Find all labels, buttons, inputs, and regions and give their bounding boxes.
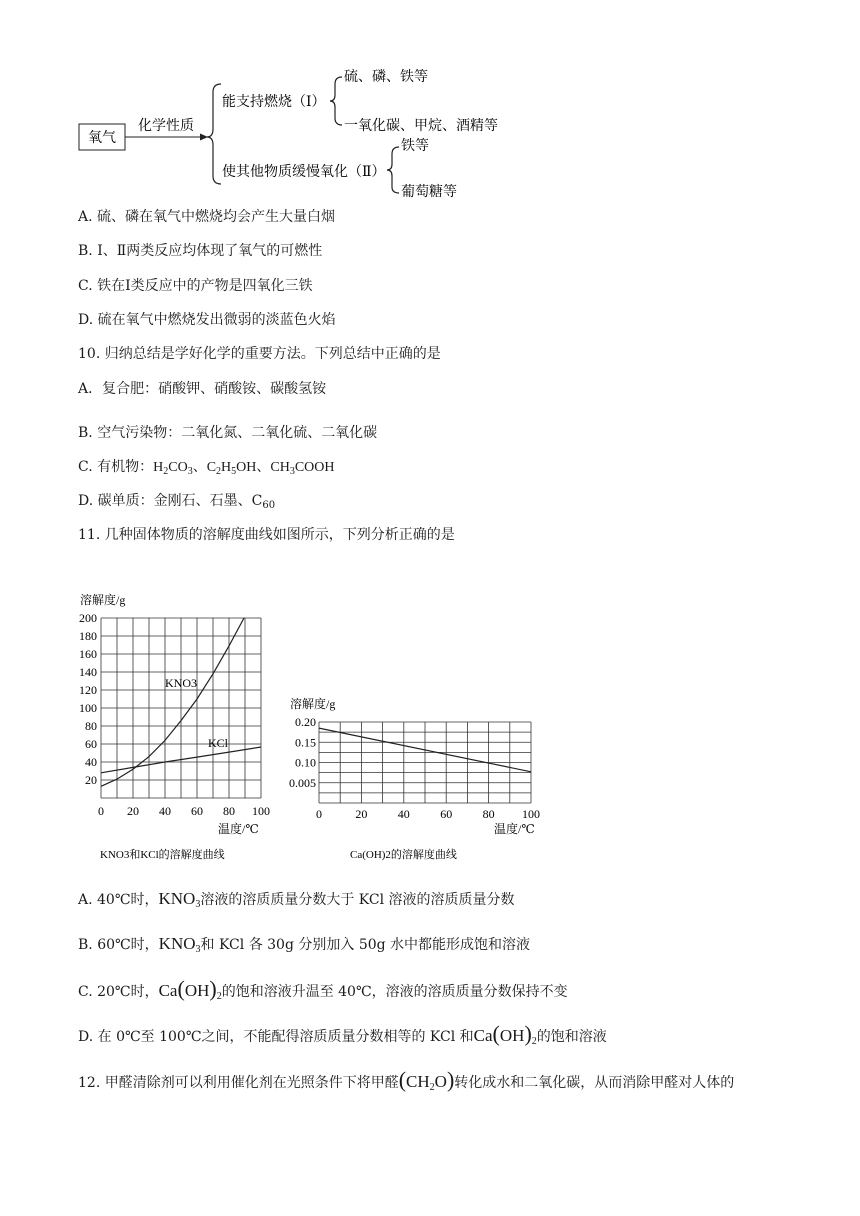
x-tick-label: 20 <box>127 804 139 818</box>
y-tick-label: 140 <box>79 665 97 679</box>
chart2-caption: Ca(OH)2的溶解度曲线 <box>350 849 457 861</box>
x-tick-label: 20 <box>355 807 368 821</box>
y-tick-label: 0.005 <box>289 775 316 790</box>
brace-1 <box>330 77 342 125</box>
y-tick-label: 200 <box>79 611 97 625</box>
q10-stem: 10. 归纳总结是学好化学的重要方法。下列总结中正确的是 <box>78 346 441 362</box>
formula-caoh2: $Ca(OH)_2$ <box>473 1021 537 1047</box>
branch-1-label: 能支持燃烧（Ⅰ） <box>222 95 326 110</box>
q11-option-b-text: 和 KCl 各 30g 分别加入 50g 水中都能形成饱和溶液 <box>200 937 531 953</box>
y-tick-label: 0.15 <box>295 735 316 750</box>
q11-option-a-prefix: A. 40℃时， <box>78 892 159 908</box>
chart2-ylabel: 溶解度/g <box>290 697 336 711</box>
q12-stem-prefix: 12. 甲醛清除剂可以利用催化剂在光照条件下将甲醛 <box>78 1075 399 1091</box>
x-tick-label: 0 <box>98 804 104 818</box>
formula-caoh2: $Ca(OH)_2$ <box>158 976 222 1002</box>
q10-option-d <box>78 492 275 515</box>
branch-2-label: 使其他物质缓慢氧化（Ⅱ） <box>222 165 386 180</box>
x-tick-label: 60 <box>191 804 203 818</box>
y-tick-label: 20 <box>85 773 97 787</box>
q11-stem: 11. 几种固体物质的溶解度曲线如图所示，下列分析正确的是 <box>78 527 455 543</box>
arrow-label: 化学性质 <box>138 119 194 134</box>
q12-stem-text: 转化成水和二氧化碳，从而消除甲醛对人体的 <box>454 1075 735 1091</box>
arrow-head <box>200 134 208 141</box>
q11-option-d <box>78 1021 607 1051</box>
caoh2-solubility-chart <box>280 686 550 861</box>
oxygen-box-label: 氧气 <box>88 131 116 146</box>
q10-option-b: B. 空气污染物：二氧化氮、二氧化硫、二氧化碳 <box>78 425 378 441</box>
q11-option-c-text: 的饱和溶液升温至 40℃，溶液的溶质质量分数保持不变 <box>221 984 568 1000</box>
q9-option-c: C. 铁在Ⅰ类反应中的产物是四氧化三铁 <box>78 278 313 294</box>
x-tick-label: 40 <box>397 807 410 821</box>
formula-kno3: $KNO_3$ <box>158 889 201 910</box>
chart1-ylabel: 溶解度/g <box>80 593 126 607</box>
q11-option-a <box>78 890 515 914</box>
y-tick-label: 180 <box>79 629 97 643</box>
y-tick-label: 160 <box>79 647 97 661</box>
formula-ch2o: $(CH_2O)$ <box>398 1067 455 1093</box>
y-tick-label: 0.20 <box>295 715 316 729</box>
brace-2 <box>387 147 399 193</box>
branch-1a-text: 硫、磷、铁等 <box>344 70 428 85</box>
q11-option-c-prefix: C. 20℃时， <box>78 984 159 1000</box>
y-tick-label: 80 <box>85 719 97 733</box>
x-tick-label: 40 <box>159 804 171 818</box>
c60-subscript: 60 <box>262 500 276 511</box>
y-tick-label: 0.10 <box>295 755 316 770</box>
branch-2a-text: 铁等 <box>401 139 429 154</box>
q11-option-b <box>78 935 530 959</box>
x-tick-label: 0 <box>316 807 322 821</box>
formula-h2co3: $H_2CO_3$、$C_2H_5OH$、$CH_3COOH$ <box>153 460 335 477</box>
y-tick-label: 60 <box>85 737 97 751</box>
q9-option-a: A. 硫、磷在氧气中燃烧均会产生大量白烟 <box>78 209 336 225</box>
formula-kno3: $KNO_3$ <box>158 934 201 955</box>
y-tick-label: 120 <box>79 683 97 697</box>
oxygen-properties-diagram <box>0 0 860 200</box>
q9-option-d: D. 硫在氧气中燃烧发出微弱的淡蓝色火焰 <box>78 312 336 328</box>
y-tick-label: 100 <box>79 701 97 715</box>
q11-option-a-text: 溶液的溶质质量分数大于 KCl 溶液的溶质质量分数 <box>200 892 515 908</box>
chart1-series-label-kno3: KNO3 <box>165 676 197 690</box>
q10-option-d-prefix: D. 碳单质：金刚石、石墨、C <box>78 493 263 509</box>
x-tick-label: 100 <box>252 804 270 818</box>
q10-option-c <box>78 458 335 481</box>
q9-option-b: B. Ⅰ、Ⅱ两类反应均体现了氧气的可燃性 <box>78 243 323 259</box>
q11-option-d-prefix: D. 在 0℃至 100℃之间，不能配得溶质质量分数相等的 KCl 和 <box>78 1029 474 1045</box>
main-brace <box>207 84 221 184</box>
q11-option-b-prefix: B. 60℃时， <box>78 937 159 953</box>
chart1-series-label-kcl: KCl <box>208 736 229 750</box>
x-tick-label: 60 <box>440 807 453 821</box>
q11-option-c <box>78 976 568 1006</box>
chart1-xlabel: 温度/℃ <box>218 822 259 836</box>
chart2-xlabel: 温度/℃ <box>494 822 535 836</box>
chart1-caption: KNO3和KCl的溶解度曲线 <box>100 849 225 861</box>
x-tick-label: 80 <box>223 804 235 818</box>
q11-option-d-text: 的饱和溶液 <box>536 1029 607 1045</box>
q10-option-a: A．复合肥：硝酸钾、硝酸铵、碳酸氢铵 <box>78 381 327 397</box>
q10-option-c-prefix: C. 有机物： <box>78 459 154 475</box>
q12-stem <box>78 1067 735 1097</box>
y-tick-label: 40 <box>85 755 97 769</box>
branch-2b-text: 葡萄糖等 <box>401 185 457 200</box>
x-tick-label: 80 <box>482 807 495 821</box>
branch-1b-text: 一氧化碳、甲烷、酒精等 <box>344 119 498 134</box>
x-tick-label: 100 <box>522 807 540 821</box>
